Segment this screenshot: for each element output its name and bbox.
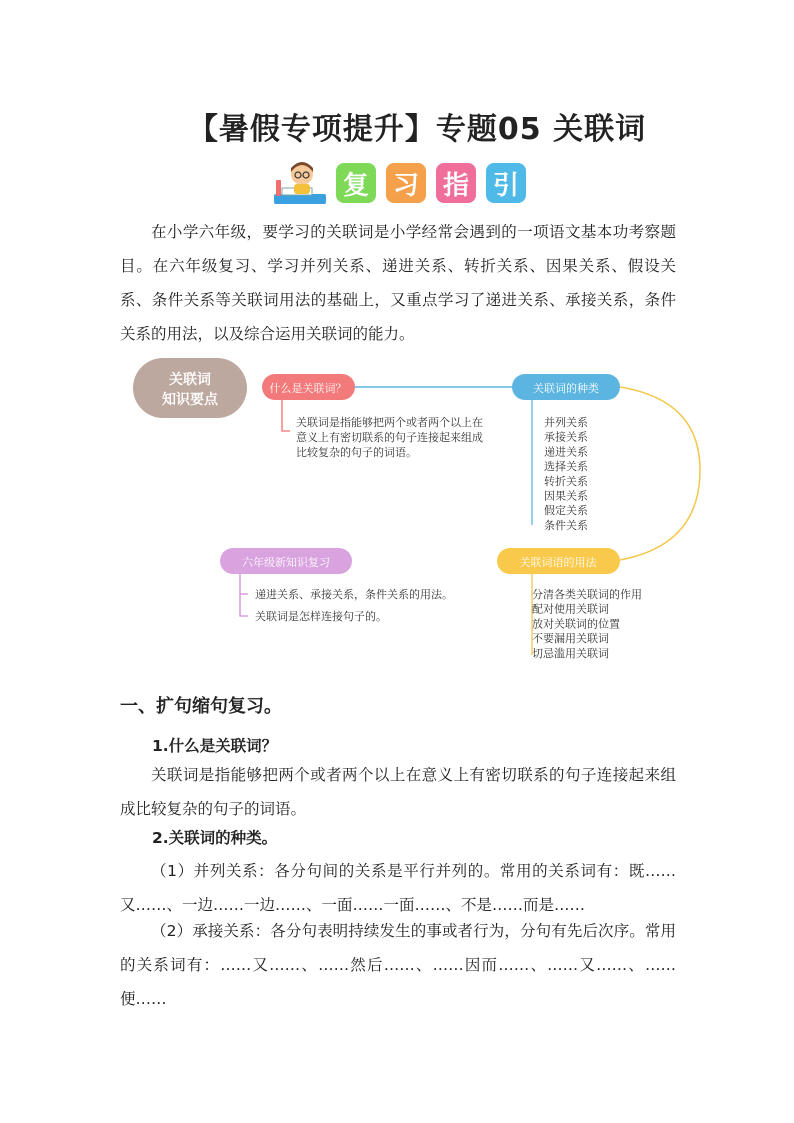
- mindmap-type-item-4: 选择关系: [544, 460, 588, 474]
- mindmap-node-types-label: 关联词的种类: [533, 382, 599, 395]
- mindmap-usage-item-5: 切忌滥用关联词: [532, 646, 609, 660]
- mindmap-center-line2: 知识要点: [162, 392, 218, 408]
- mindmap-review-item-2: 关联词是怎样连接句子的。: [255, 610, 387, 623]
- relation-sequential-paragraph: （2）承接关系：各分句表明持续发生的事或者行为，分句有先后次序。常用的关系词有：……又……、……然后……、……因而……、……又……、……便……: [120, 922, 676, 1008]
- mindmap-what-text-3: 比较复杂的句子的词语。: [296, 446, 417, 459]
- intro-paragraph: 在小学六年级，要学习的关联词是小学经常会遇到的一项语文基本功考察题目。在六年级复习、学习并列关系、递进关系、转折关系、因果关系、假设关系、条件关系等关联词用法的基础上，又重点学习了递进关系、承接关系，条件关系的用法，以及综合运用关联词的能力。: [120, 223, 676, 343]
- mindmap-type-item-1: 并列关系: [544, 416, 588, 429]
- guide-char-1: 复: [336, 163, 376, 203]
- mindmap-type-item-6: 因果关系: [544, 489, 588, 503]
- mindmap-types-list: [544, 415, 588, 532]
- mindmap-usage-item-1: 分清各类关联词的作用: [532, 588, 642, 601]
- mindmap-what-text-1: 关联词是指能够把两个或者两个以上在: [296, 416, 483, 429]
- guide-char-3: 指: [436, 163, 476, 203]
- mindmap-type-item-7: 假定关系: [544, 504, 588, 518]
- mindmap-what-text-2: 意义上有密切联系的句子连接起来组成: [296, 431, 483, 444]
- mindmap-usage-item-4: 不要漏用关联词: [532, 632, 609, 646]
- mindmap-node-what-label: 什么是关联词？: [269, 382, 347, 395]
- mindmap-node-usage-label: 关联词语的用法: [519, 556, 597, 569]
- mindmap-center-node: [133, 358, 247, 418]
- mindmap-node-review-label: 六年级新知识复习: [242, 556, 330, 569]
- mindmap-usage-item-2: 配对使用关联词: [532, 602, 609, 616]
- answer-1-paragraph: 关联词是指能够把两个或者两个以上在意义上有密切联系的句子连接起来组成比较复杂的句子的词语。: [120, 766, 676, 818]
- mindmap-review-item-1: 递进关系、承接关系，条件关系的用法。: [255, 588, 453, 601]
- relation-parallel-paragraph: （1）并列关系：各分句间的关系是平行并列的。常用的关系词有：既……又……、一边……一边……、一面……一面……、不是……而是……: [120, 862, 676, 914]
- section-heading-1: 一、扩句缩句复习。: [120, 696, 282, 717]
- mindmap-usage-list: [532, 587, 642, 660]
- guide-char-2: 习: [386, 163, 426, 203]
- mindmap-usage-item-3: 放对关联词的位置: [532, 617, 620, 631]
- question-1-heading: 1.什么是关联词？: [152, 737, 278, 755]
- mindmap-type-item-2: 承接关系: [544, 430, 588, 444]
- question-2-heading: 2.关联词的种类。: [152, 829, 278, 847]
- guide-char-4: 引: [486, 163, 526, 203]
- mindmap-type-item-8: 条件关系: [544, 518, 588, 532]
- page-title: 【暑假专项提升】专题05 关联词: [187, 112, 647, 147]
- mindmap-type-item-5: 转折关系: [544, 474, 588, 488]
- mindmap-type-item-3: 递进关系: [544, 445, 588, 459]
- mindmap-center-line1: 关联词: [169, 372, 211, 388]
